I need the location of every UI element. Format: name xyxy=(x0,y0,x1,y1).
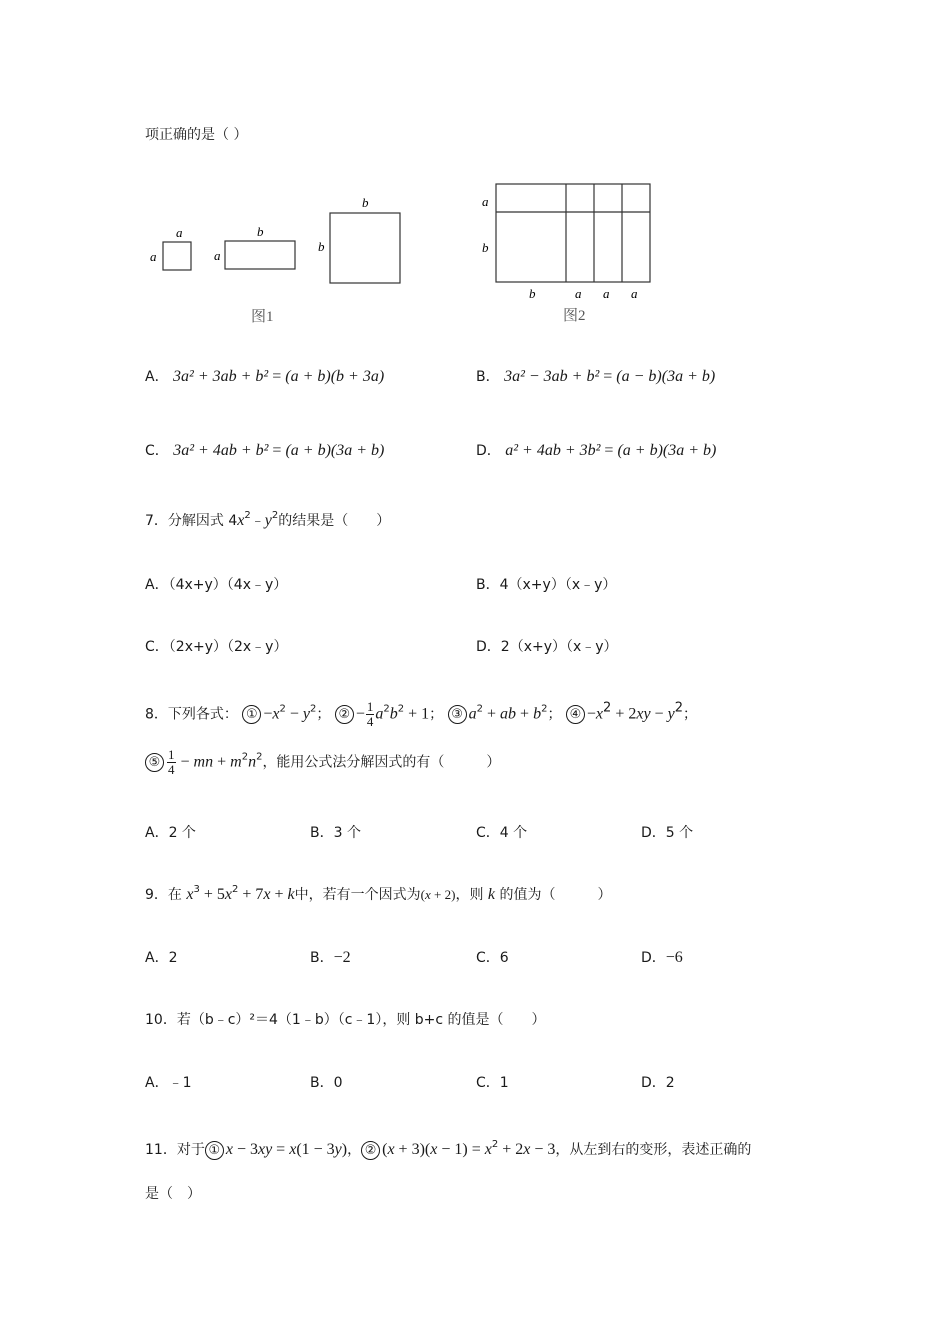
q10-option-b[interactable]: B．0 xyxy=(310,1075,343,1091)
circled-1: ① xyxy=(242,705,261,724)
fig2-left-b-label: b xyxy=(482,240,489,255)
fig2-bottom-a2-label: a xyxy=(603,286,610,301)
question-7-stem: 7．分解因式 $4x^2﹣y^2$的结果是（ ） xyxy=(145,510,391,529)
fig2-bottom-a3-label: a xyxy=(631,286,638,301)
question-11-stem-line2: 是（ ） xyxy=(145,1186,201,1202)
q6-option-a[interactable]: A． 3a² + 3ab + b² = (a + b)(b + 3a) xyxy=(145,368,385,385)
q6-d-lhs: a² + 4ab + 3b² xyxy=(505,442,601,459)
q6-option-c[interactable]: C． 3a² + 4ab + b² = (a + b)(3a + b) xyxy=(145,442,385,459)
question-9-stem: 9．在 $x^3 + 5x^2 + 7x + k$中，若有一个因式为(x + 2)，则 k 的值为（ ） xyxy=(145,884,612,903)
q7-option-d[interactable]: D．2（x+y）（x﹣y） xyxy=(476,639,618,655)
circled-1: ① xyxy=(205,1141,224,1160)
circled-4: ④ xyxy=(566,705,585,724)
fig1-big-top-label: b xyxy=(362,195,369,210)
circled-2: ② xyxy=(361,1141,380,1160)
q6-b-rhs: (a − b)(3a + b) xyxy=(616,368,716,385)
q7-option-b[interactable]: B．4（x+y）（x﹣y） xyxy=(476,577,617,593)
option-label: A． xyxy=(145,369,169,385)
q7-option-c[interactable]: C．（2x+y）（2x﹣y） xyxy=(145,639,288,655)
q9-option-d[interactable]: D．−6 xyxy=(641,949,683,966)
question-10-stem: 10．若（b﹣c）²＝4（1﹣b）（c﹣1），则 b+c 的值是（ ） xyxy=(145,1012,546,1028)
q6-a-rhs: (a + b)(b + 3a) xyxy=(285,368,385,385)
question-11-stem-line1: 11．对于 ① x − 3xy = x(1 − 3y)， ② $(x + 3)(x - 1) = x^2 + 2x - 3$，从左到右的变形，表述正确的 xyxy=(145,1139,752,1158)
fig1-big-side-label: b xyxy=(318,239,325,254)
q10-option-c[interactable]: C．1 xyxy=(476,1075,509,1091)
option-label: D． xyxy=(476,443,501,459)
q6-c-rhs: (a + b)(3a + b) xyxy=(285,442,385,459)
q8-option-a[interactable]: A．2 个 xyxy=(145,825,196,841)
q6-d-rhs: (a + b)(3a + b) xyxy=(617,442,717,459)
fig1-caption: 图1 xyxy=(251,309,274,325)
circled-5: ⑤ xyxy=(145,753,164,772)
fig1-rect-top-label: b xyxy=(257,224,264,239)
fig2-bottom-b-label: b xyxy=(529,286,536,301)
q8-option-b[interactable]: B．3 个 xyxy=(310,825,361,841)
fig1-small-top-label: a xyxy=(176,225,183,240)
q6-c-lhs: 3a² + 4ab + b² xyxy=(173,442,269,459)
q10-option-d[interactable]: D．2 xyxy=(641,1075,675,1091)
circled-2: ② xyxy=(335,705,354,724)
q8-option-d[interactable]: D．5 个 xyxy=(641,825,694,841)
q10-option-a[interactable]: A．﹣1 xyxy=(145,1075,192,1091)
q9-option-c[interactable]: C．6 xyxy=(476,950,509,966)
q9-option-b[interactable]: B．−2 xyxy=(310,949,351,966)
figure-1 xyxy=(140,185,420,335)
fig2-left-a-label: a xyxy=(482,194,489,209)
circled-3: ③ xyxy=(448,705,467,724)
option-label: B． xyxy=(476,369,500,385)
q6-a-lhs: 3a² + 3ab + b² xyxy=(173,368,269,385)
fig2-bottom-a1-label: a xyxy=(575,286,582,301)
q7-option-a[interactable]: A．（4x+y）（4x﹣y） xyxy=(145,577,288,593)
q6-b-lhs: 3a² − 3ab + b² xyxy=(504,368,600,385)
question-6-tail: 项正确的是（ ） xyxy=(145,127,248,143)
q6-option-d[interactable]: D． a² + 4ab + 3b² = (a + b)(3a + b) xyxy=(476,442,717,459)
fig1-small-side-label: a xyxy=(150,249,157,264)
q6-option-b[interactable]: B． 3a² − 3ab + b² = (a − b)(3a + b) xyxy=(476,368,716,385)
fig1-rect-side-label: a xyxy=(214,248,221,263)
q8-option-c[interactable]: C．4 个 xyxy=(476,825,528,841)
question-8-stem-line1: 8．下列各式： ① $-x^2 - y^2$； ② − $\frac{1}{4}$ $a^2b^2 + 1$； ③ $a^2$ + ab + $b^2$； ④ $-x^2 + 2xy - y^2$； xyxy=(145,699,697,729)
option-label: C． xyxy=(145,443,169,459)
fig2-caption: 图2 xyxy=(563,308,586,324)
figure-2 xyxy=(470,178,670,338)
q9-option-a[interactable]: A．2 xyxy=(145,950,178,966)
question-8-stem-line2: ⑤ $\frac{1}{4}$ − mn + $m^2n^2$，能用公式法分解因式的有（ ） xyxy=(145,748,500,777)
